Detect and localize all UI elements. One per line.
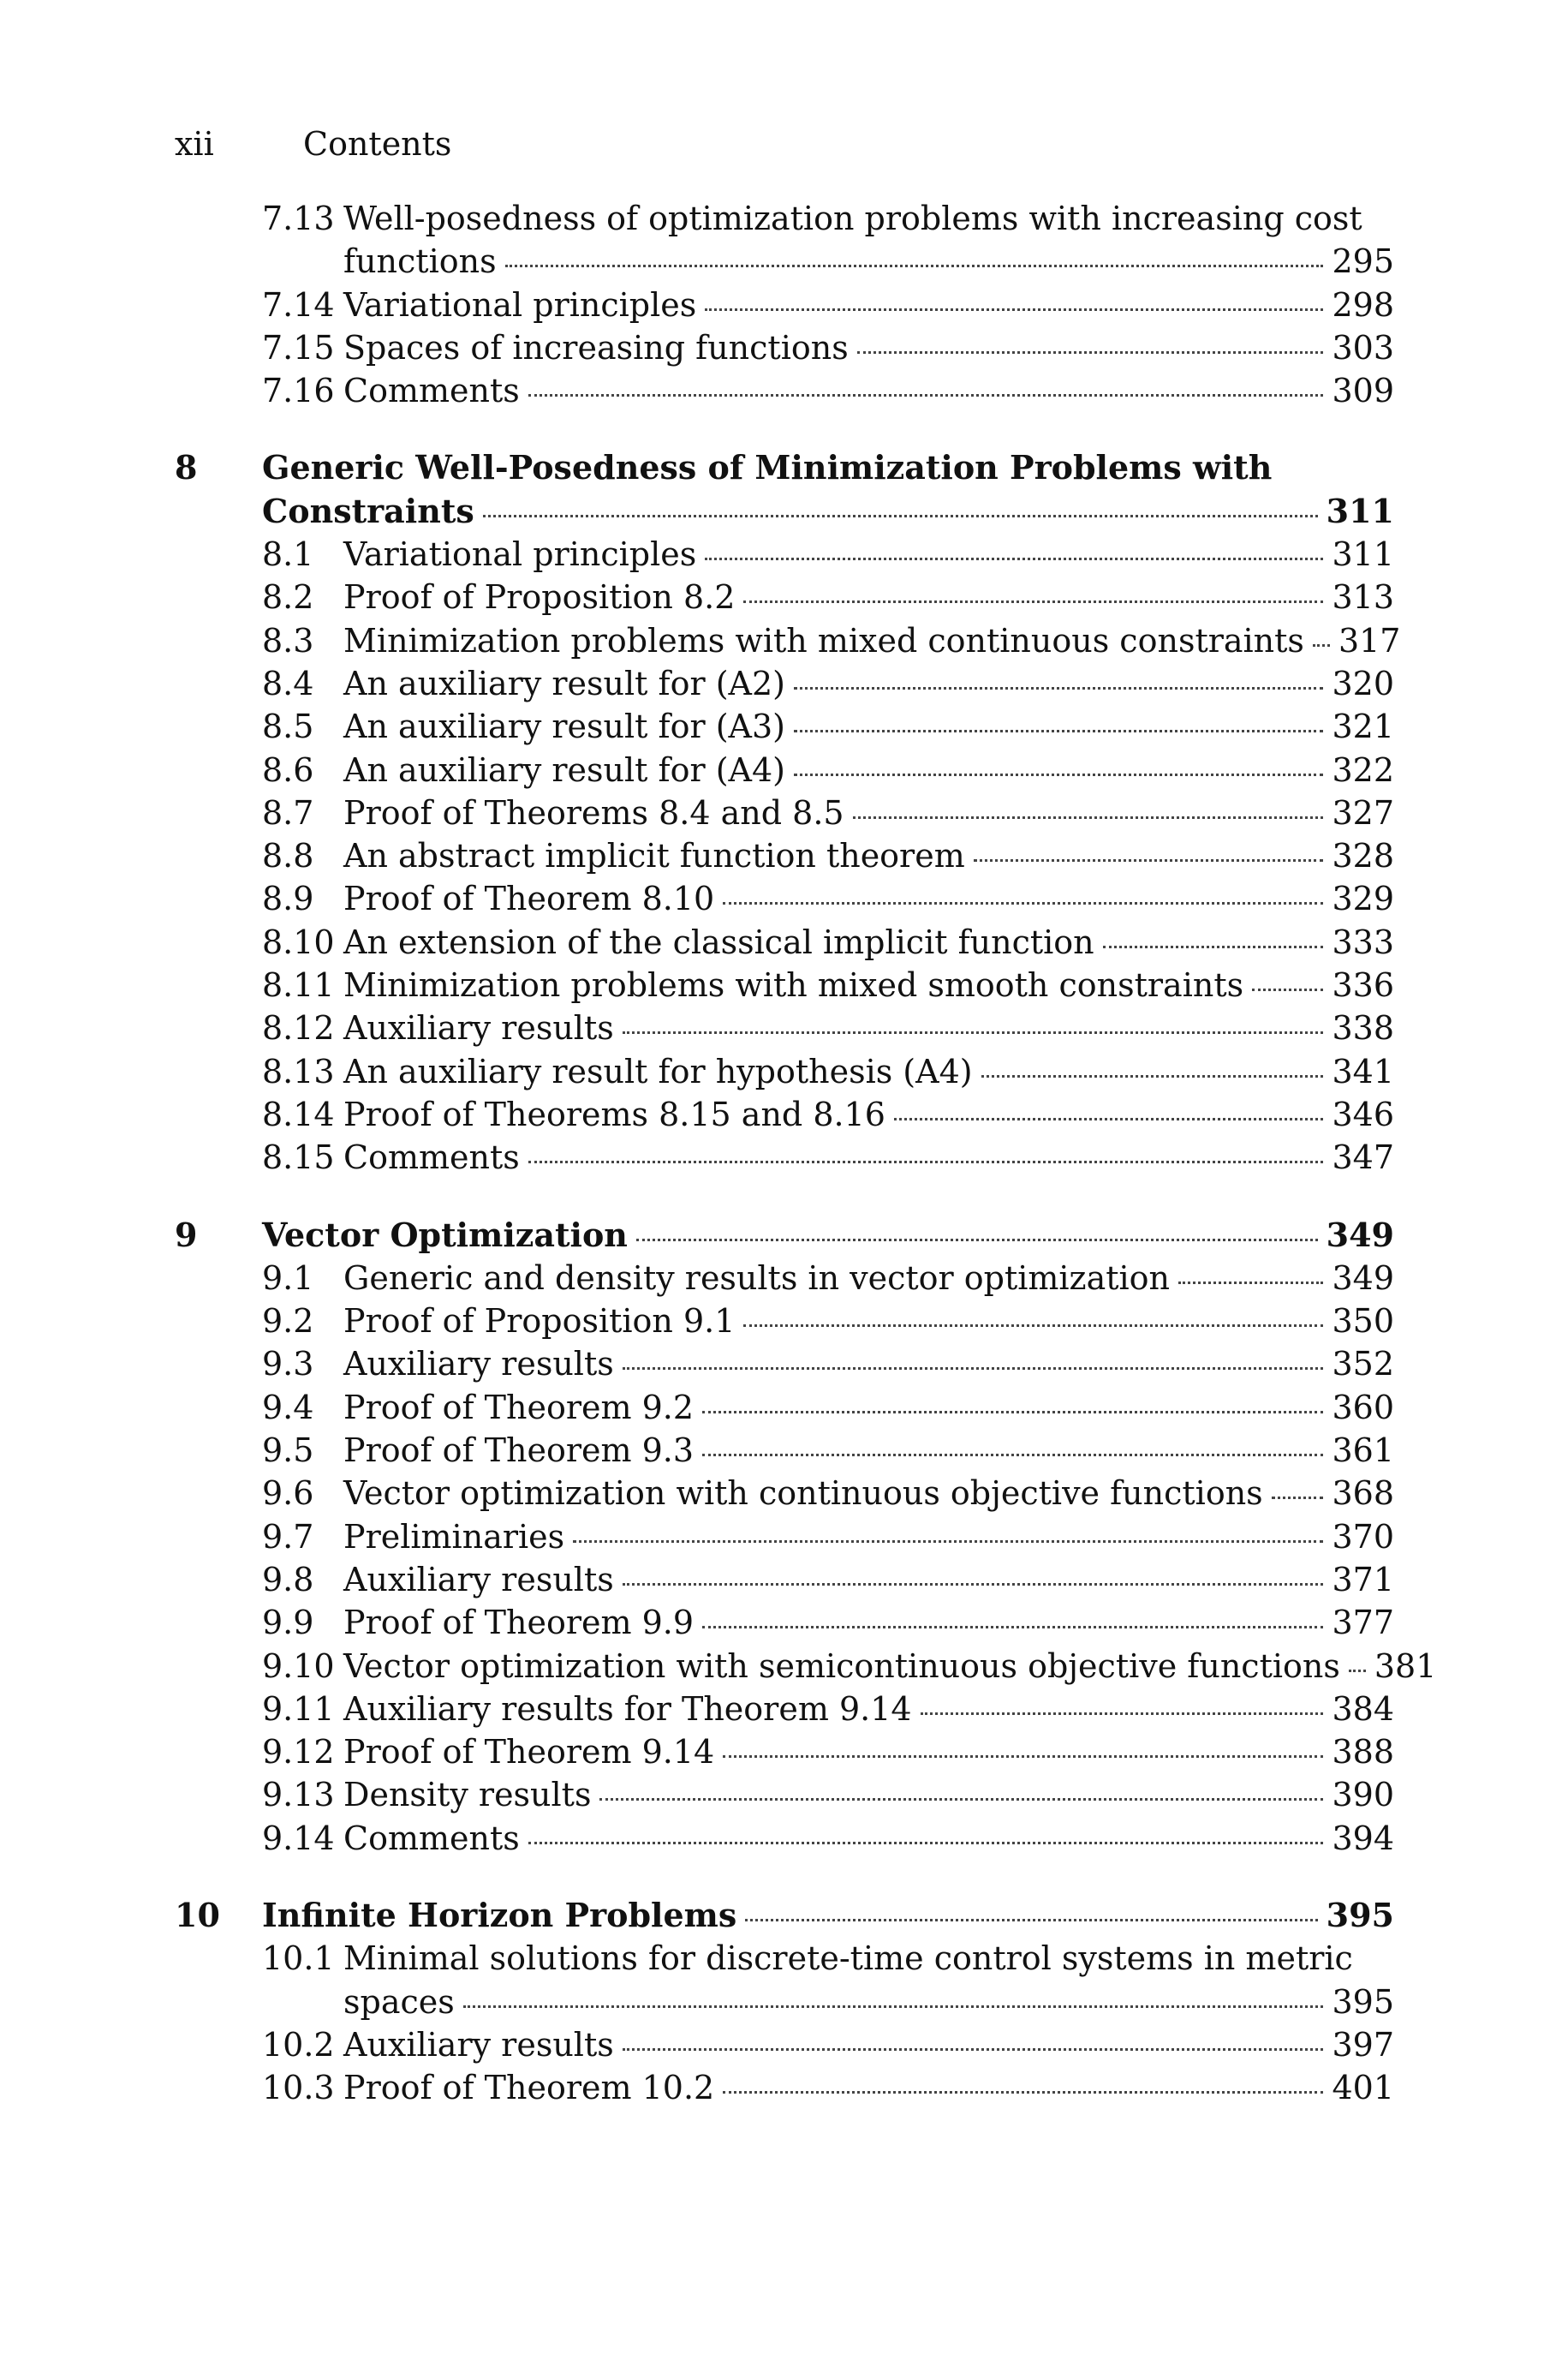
toc-chapter bbox=[175, 1894, 1394, 2109]
section-number: 7.13 bbox=[262, 200, 335, 237]
section-title: Auxiliary results bbox=[343, 2025, 614, 2064]
dot-leader bbox=[528, 1842, 1324, 1844]
chapter-title: Vector Optimization bbox=[262, 1215, 628, 1254]
dot-leader bbox=[702, 1626, 1323, 1628]
section-number: 8.15 bbox=[262, 1138, 335, 1177]
section-page: 329 bbox=[1332, 880, 1394, 918]
toc-entry[interactable] bbox=[262, 576, 1394, 618]
section-title: Comments bbox=[343, 1138, 520, 1177]
section-page: 311 bbox=[1332, 535, 1394, 574]
dot-leader bbox=[623, 2048, 1324, 2051]
section-title: Minimization problems with mixed smooth constraints bbox=[343, 966, 1244, 1005]
chapter-title-row[interactable] bbox=[262, 1214, 1394, 1257]
toc-entry[interactable] bbox=[262, 1257, 1394, 1300]
toc-entry[interactable] bbox=[262, 1937, 1394, 1980]
section-page: 338 bbox=[1332, 1009, 1394, 1048]
dot-leader bbox=[723, 902, 1323, 905]
section-page: 327 bbox=[1332, 793, 1394, 832]
toc-entry-continuation[interactable] bbox=[262, 1981, 1394, 2023]
dot-leader bbox=[723, 2091, 1323, 2094]
section-number: 8.3 bbox=[262, 621, 314, 660]
section-title: Vector optimization with semicontinuous objective functions bbox=[343, 1646, 1340, 1685]
section-page: 352 bbox=[1332, 1345, 1394, 1383]
section-page: 361 bbox=[1332, 1431, 1394, 1470]
section-title: Spaces of increasing functions bbox=[343, 328, 849, 367]
toc-chapter bbox=[175, 197, 1394, 412]
dot-leader bbox=[623, 1367, 1324, 1370]
toc-entry[interactable] bbox=[262, 369, 1394, 412]
section-number: 7.15 bbox=[262, 328, 335, 367]
toc-entry[interactable] bbox=[262, 619, 1401, 662]
section-number: 9.14 bbox=[262, 1819, 335, 1857]
section-number: 9.8 bbox=[262, 1560, 314, 1598]
chapter-title-row[interactable] bbox=[262, 490, 1394, 533]
toc-entry[interactable] bbox=[262, 1472, 1394, 1515]
section-page: 377 bbox=[1332, 1604, 1394, 1642]
section-title: Proof of Theorem 9.3 bbox=[343, 1431, 695, 1470]
section-number: 9.6 bbox=[262, 1474, 314, 1513]
section-page: 388 bbox=[1332, 1733, 1394, 1772]
toc-entry[interactable] bbox=[262, 792, 1394, 834]
section-title: An auxiliary result for hypothesis (A4) bbox=[343, 1052, 973, 1090]
chapter-page: 349 bbox=[1326, 1215, 1394, 1254]
section-page: 384 bbox=[1332, 1689, 1394, 1728]
section-number: 9.1 bbox=[262, 1258, 314, 1297]
toc-entry[interactable] bbox=[262, 284, 1394, 326]
section-title: Proof of Proposition 9.1 bbox=[343, 1302, 736, 1341]
toc-entry[interactable] bbox=[262, 1050, 1394, 1093]
section-title: An auxiliary result for (A2) bbox=[343, 664, 785, 702]
dot-leader bbox=[723, 1755, 1323, 1758]
section-title-line2: functions bbox=[343, 242, 497, 281]
section-number: 9.11 bbox=[262, 1689, 335, 1728]
section-page: 401 bbox=[1332, 2069, 1394, 2107]
section-number: 7.16 bbox=[262, 372, 335, 410]
section-number: 10.2 bbox=[262, 2025, 335, 2064]
dot-leader bbox=[623, 1583, 1324, 1586]
section-title: An auxiliary result for (A3) bbox=[343, 708, 785, 746]
dot-leader bbox=[623, 1031, 1324, 1034]
section-title: Auxiliary results bbox=[343, 1560, 614, 1598]
section-title: Comments bbox=[343, 372, 520, 410]
toc-entry[interactable] bbox=[262, 1386, 1394, 1429]
section-title: Comments bbox=[343, 1819, 520, 1857]
chapter-title: Infinite Horizon Problems bbox=[262, 1895, 737, 1934]
chapter-number: 8 bbox=[175, 448, 198, 487]
section-page: 336 bbox=[1332, 966, 1394, 1005]
dot-leader bbox=[1178, 1282, 1323, 1284]
dot-leader bbox=[599, 1798, 1323, 1801]
dot-leader bbox=[974, 859, 1324, 862]
section-page: 295 bbox=[1332, 242, 1394, 281]
dot-leader bbox=[636, 1239, 1318, 1241]
toc-entry[interactable] bbox=[262, 749, 1394, 792]
chapter-page: 311 bbox=[1326, 491, 1394, 530]
section-page: 309 bbox=[1332, 372, 1394, 410]
toc-entry[interactable] bbox=[262, 2066, 1394, 2109]
section-title-line1: Well-posedness of optimization problems with increasing cost bbox=[343, 200, 1362, 237]
toc-entry[interactable] bbox=[262, 921, 1394, 964]
section-page: 303 bbox=[1332, 328, 1394, 367]
section-title: An abstract implicit function theorem bbox=[343, 837, 965, 875]
section-page: 298 bbox=[1332, 285, 1394, 324]
section-title: Variational principles bbox=[343, 285, 697, 324]
section-page: 370 bbox=[1332, 1517, 1394, 1556]
dot-leader bbox=[794, 730, 1324, 732]
toc-entry[interactable] bbox=[262, 1136, 1394, 1179]
toc-entry[interactable] bbox=[262, 834, 1394, 877]
table-of-contents bbox=[175, 197, 1437, 2109]
dot-leader bbox=[505, 265, 1324, 267]
chapter-title-line2: Constraints bbox=[262, 491, 474, 530]
dot-leader bbox=[857, 351, 1324, 354]
toc-entry[interactable] bbox=[262, 533, 1394, 576]
section-number: 8.7 bbox=[262, 793, 314, 832]
section-title-line1: Minimal solutions for discrete-time control systems in metric bbox=[343, 1939, 1353, 1978]
toc-entry[interactable] bbox=[262, 1645, 1437, 1688]
section-number: 8.11 bbox=[262, 966, 335, 1005]
toc-entry[interactable] bbox=[262, 1688, 1394, 1730]
section-page: 395 bbox=[1332, 1982, 1394, 2021]
toc-entry-continuation[interactable] bbox=[262, 240, 1394, 283]
section-number: 10.3 bbox=[262, 2069, 335, 2107]
dot-leader bbox=[573, 1540, 1323, 1543]
section-number: 8.5 bbox=[262, 708, 314, 746]
toc-entry[interactable] bbox=[262, 326, 1394, 369]
toc-entry[interactable] bbox=[262, 1429, 1394, 1472]
dot-leader bbox=[705, 558, 1323, 560]
toc-entry[interactable] bbox=[262, 1730, 1394, 1773]
section-title: Minimization problems with mixed continuous constraints bbox=[343, 621, 1304, 660]
dot-leader bbox=[528, 1161, 1324, 1163]
dot-leader bbox=[1349, 1670, 1366, 1672]
section-title: Proof of Theorems 8.15 and 8.16 bbox=[343, 1095, 885, 1133]
section-page: 360 bbox=[1332, 1388, 1394, 1426]
section-page: 381 bbox=[1374, 1646, 1437, 1685]
section-title: Auxiliary results bbox=[343, 1009, 614, 1048]
section-title: Proof of Theorem 8.10 bbox=[343, 880, 715, 918]
section-title: Preliminaries bbox=[343, 1517, 565, 1556]
section-number: 8.4 bbox=[262, 664, 314, 702]
section-title: An extension of the classical implicit function bbox=[343, 923, 1094, 961]
section-title: Proof of Proposition 8.2 bbox=[343, 578, 736, 617]
section-page: 322 bbox=[1332, 750, 1394, 789]
dot-leader bbox=[1313, 644, 1330, 647]
section-number: 8.1 bbox=[262, 535, 314, 574]
dot-leader bbox=[794, 774, 1324, 776]
section-page: 333 bbox=[1332, 923, 1394, 961]
section-number: 8.8 bbox=[262, 837, 314, 875]
dot-leader bbox=[894, 1118, 1324, 1120]
dot-leader bbox=[921, 1712, 1324, 1715]
section-number: 8.2 bbox=[262, 578, 314, 617]
section-title: An auxiliary result for (A4) bbox=[343, 750, 785, 789]
toc-entry[interactable] bbox=[262, 1342, 1394, 1385]
toc-entry[interactable] bbox=[262, 662, 1394, 705]
section-number: 8.10 bbox=[262, 923, 335, 961]
toc-entry[interactable] bbox=[262, 877, 1394, 920]
section-title: Auxiliary results bbox=[343, 1345, 614, 1383]
running-title: Contents bbox=[303, 125, 452, 163]
section-title: Proof of Theorem 9.9 bbox=[343, 1604, 695, 1642]
section-title: Proof of Theorems 8.4 and 8.5 bbox=[343, 793, 844, 832]
section-number: 10.1 bbox=[262, 1939, 335, 1978]
toc-entry[interactable] bbox=[262, 2023, 1394, 2066]
chapter-title-line1: Generic Well-Posedness of Minimization Problems with bbox=[262, 448, 1273, 487]
section-page: 394 bbox=[1332, 1819, 1394, 1857]
section-title: Proof of Theorem 10.2 bbox=[343, 2069, 715, 2107]
section-page: 341 bbox=[1332, 1052, 1394, 1090]
chapter-number: 9 bbox=[175, 1215, 198, 1254]
dot-leader bbox=[853, 816, 1324, 819]
section-page: 371 bbox=[1332, 1560, 1394, 1598]
dot-leader bbox=[483, 515, 1318, 517]
section-page: 328 bbox=[1332, 837, 1394, 875]
section-title: Proof of Theorem 9.2 bbox=[343, 1388, 695, 1426]
dot-leader bbox=[702, 1411, 1323, 1413]
section-number: 9.12 bbox=[262, 1733, 335, 1772]
section-number: 8.14 bbox=[262, 1095, 335, 1133]
section-page: 320 bbox=[1332, 664, 1394, 702]
dot-leader bbox=[1103, 946, 1324, 948]
dot-leader bbox=[528, 394, 1324, 397]
section-number: 8.12 bbox=[262, 1009, 335, 1048]
section-title: Auxiliary results for Theorem 9.14 bbox=[343, 1689, 912, 1728]
section-page: 350 bbox=[1332, 1302, 1394, 1341]
toc-entry[interactable] bbox=[262, 964, 1394, 1007]
section-number: 9.2 bbox=[262, 1302, 314, 1341]
section-title: Generic and density results in vector optimization bbox=[343, 1258, 1171, 1297]
section-number: 8.9 bbox=[262, 880, 314, 918]
section-title: Vector optimization with continuous objective functions bbox=[343, 1474, 1263, 1513]
section-number: 8.6 bbox=[262, 750, 314, 789]
toc-chapter bbox=[175, 1214, 1437, 1860]
section-number: 8.13 bbox=[262, 1052, 335, 1090]
section-number: 9.10 bbox=[262, 1646, 335, 1685]
section-number: 9.4 bbox=[262, 1388, 314, 1426]
section-page: 349 bbox=[1332, 1258, 1394, 1297]
toc-entry[interactable] bbox=[262, 1601, 1394, 1644]
dot-leader bbox=[743, 1324, 1323, 1327]
section-number: 9.3 bbox=[262, 1345, 314, 1383]
section-number: 9.9 bbox=[262, 1604, 314, 1642]
toc-entry[interactable] bbox=[262, 705, 1394, 748]
section-number: 9.5 bbox=[262, 1431, 314, 1470]
running-header bbox=[175, 124, 451, 164]
section-page: 317 bbox=[1338, 621, 1401, 660]
section-title: Variational principles bbox=[343, 535, 697, 574]
section-number: 9.13 bbox=[262, 1776, 335, 1814]
toc-entry[interactable] bbox=[262, 1093, 1394, 1136]
section-page: 313 bbox=[1332, 578, 1394, 617]
toc-entry[interactable] bbox=[262, 1817, 1394, 1860]
section-title: Density results bbox=[343, 1776, 592, 1814]
dot-leader bbox=[705, 308, 1323, 311]
dot-leader bbox=[702, 1454, 1323, 1456]
section-page: 390 bbox=[1332, 1776, 1394, 1814]
dot-leader bbox=[794, 687, 1324, 690]
section-title: Proof of Theorem 9.14 bbox=[343, 1733, 715, 1772]
section-page: 346 bbox=[1332, 1095, 1394, 1133]
dot-leader bbox=[981, 1075, 1324, 1078]
section-page: 347 bbox=[1332, 1138, 1394, 1177]
section-page: 368 bbox=[1332, 1474, 1394, 1513]
toc-entry[interactable] bbox=[262, 1300, 1394, 1342]
dot-leader bbox=[1252, 989, 1323, 991]
toc-entry[interactable] bbox=[262, 197, 1394, 240]
chapter-number: 10 bbox=[175, 1895, 220, 1934]
toc-entry[interactable] bbox=[262, 1558, 1394, 1601]
section-page: 321 bbox=[1332, 708, 1394, 746]
dot-leader bbox=[745, 1919, 1317, 1921]
toc-chapter bbox=[175, 446, 1401, 1179]
chapter-title-row[interactable] bbox=[262, 1894, 1394, 1937]
page-number: xii bbox=[175, 125, 214, 163]
section-title-line2: spaces bbox=[343, 1982, 455, 2021]
chapter-page: 395 bbox=[1326, 1895, 1394, 1934]
toc-entry[interactable] bbox=[262, 1773, 1394, 1816]
section-page: 397 bbox=[1332, 2025, 1394, 2064]
toc-entry[interactable] bbox=[262, 1007, 1394, 1049]
section-number: 9.7 bbox=[262, 1517, 314, 1556]
section-number: 7.14 bbox=[262, 285, 335, 324]
dot-leader bbox=[463, 2005, 1324, 2008]
dot-leader bbox=[1272, 1497, 1324, 1499]
dot-leader bbox=[743, 600, 1323, 603]
toc-entry[interactable] bbox=[262, 1515, 1394, 1558]
